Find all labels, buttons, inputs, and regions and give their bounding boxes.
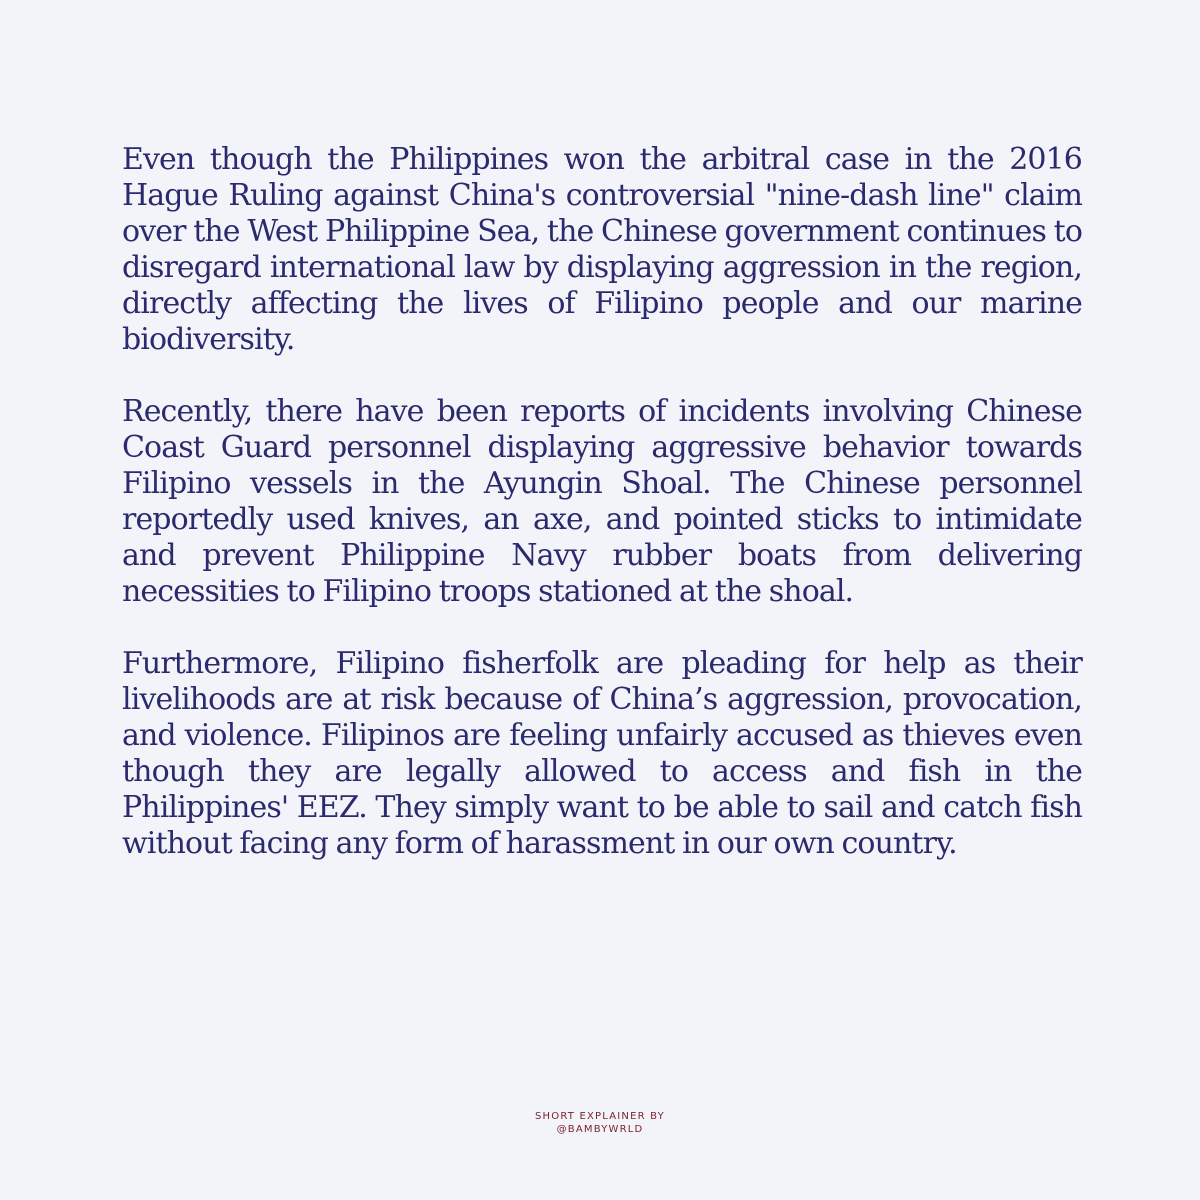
paragraph-fisherfolk: Furthermore, Filipino fisherfolk are pleading for help as their livelihoods are at risk because of China’s aggression, provocation, and violence. Filipinos are feeling unfairly accused as thieves even though they are legally allowed to access and fish in the Philippines' EEZ. They simply want to be able to sail and catch fish without facing any form of harassment in our own country. xyxy=(122,646,1082,861)
credit-label: SHORT EXPLAINER BY xyxy=(535,1111,665,1122)
explainer-body xyxy=(122,142,1082,898)
paragraph-hague-ruling: Even though the Philippines won the arbitral case in the 2016 Hague Ruling against China's controversial "nine-dash line" claim over the West Philippine Sea, the Chinese government continues to disregard international law by displaying aggression in the region, directly affecting the lives of Filipino people and our marine biodiversity. xyxy=(122,142,1082,357)
paragraph-ayungin-shoal: Recently, there have been reports of incidents involving Chinese Coast Guard personnel displaying aggressive behavior towards Filipino vessels in the Ayungin Shoal. The Chinese personnel reportedly used knives, an axe, and pointed sticks to intimidate and prevent Philippine Navy rubber boats from delivering necessities to Filipino troops stationed at the shoal. xyxy=(122,394,1082,609)
credit-handle: @BAMBYWRLD xyxy=(556,1124,644,1135)
credit-footer xyxy=(0,1110,1200,1136)
